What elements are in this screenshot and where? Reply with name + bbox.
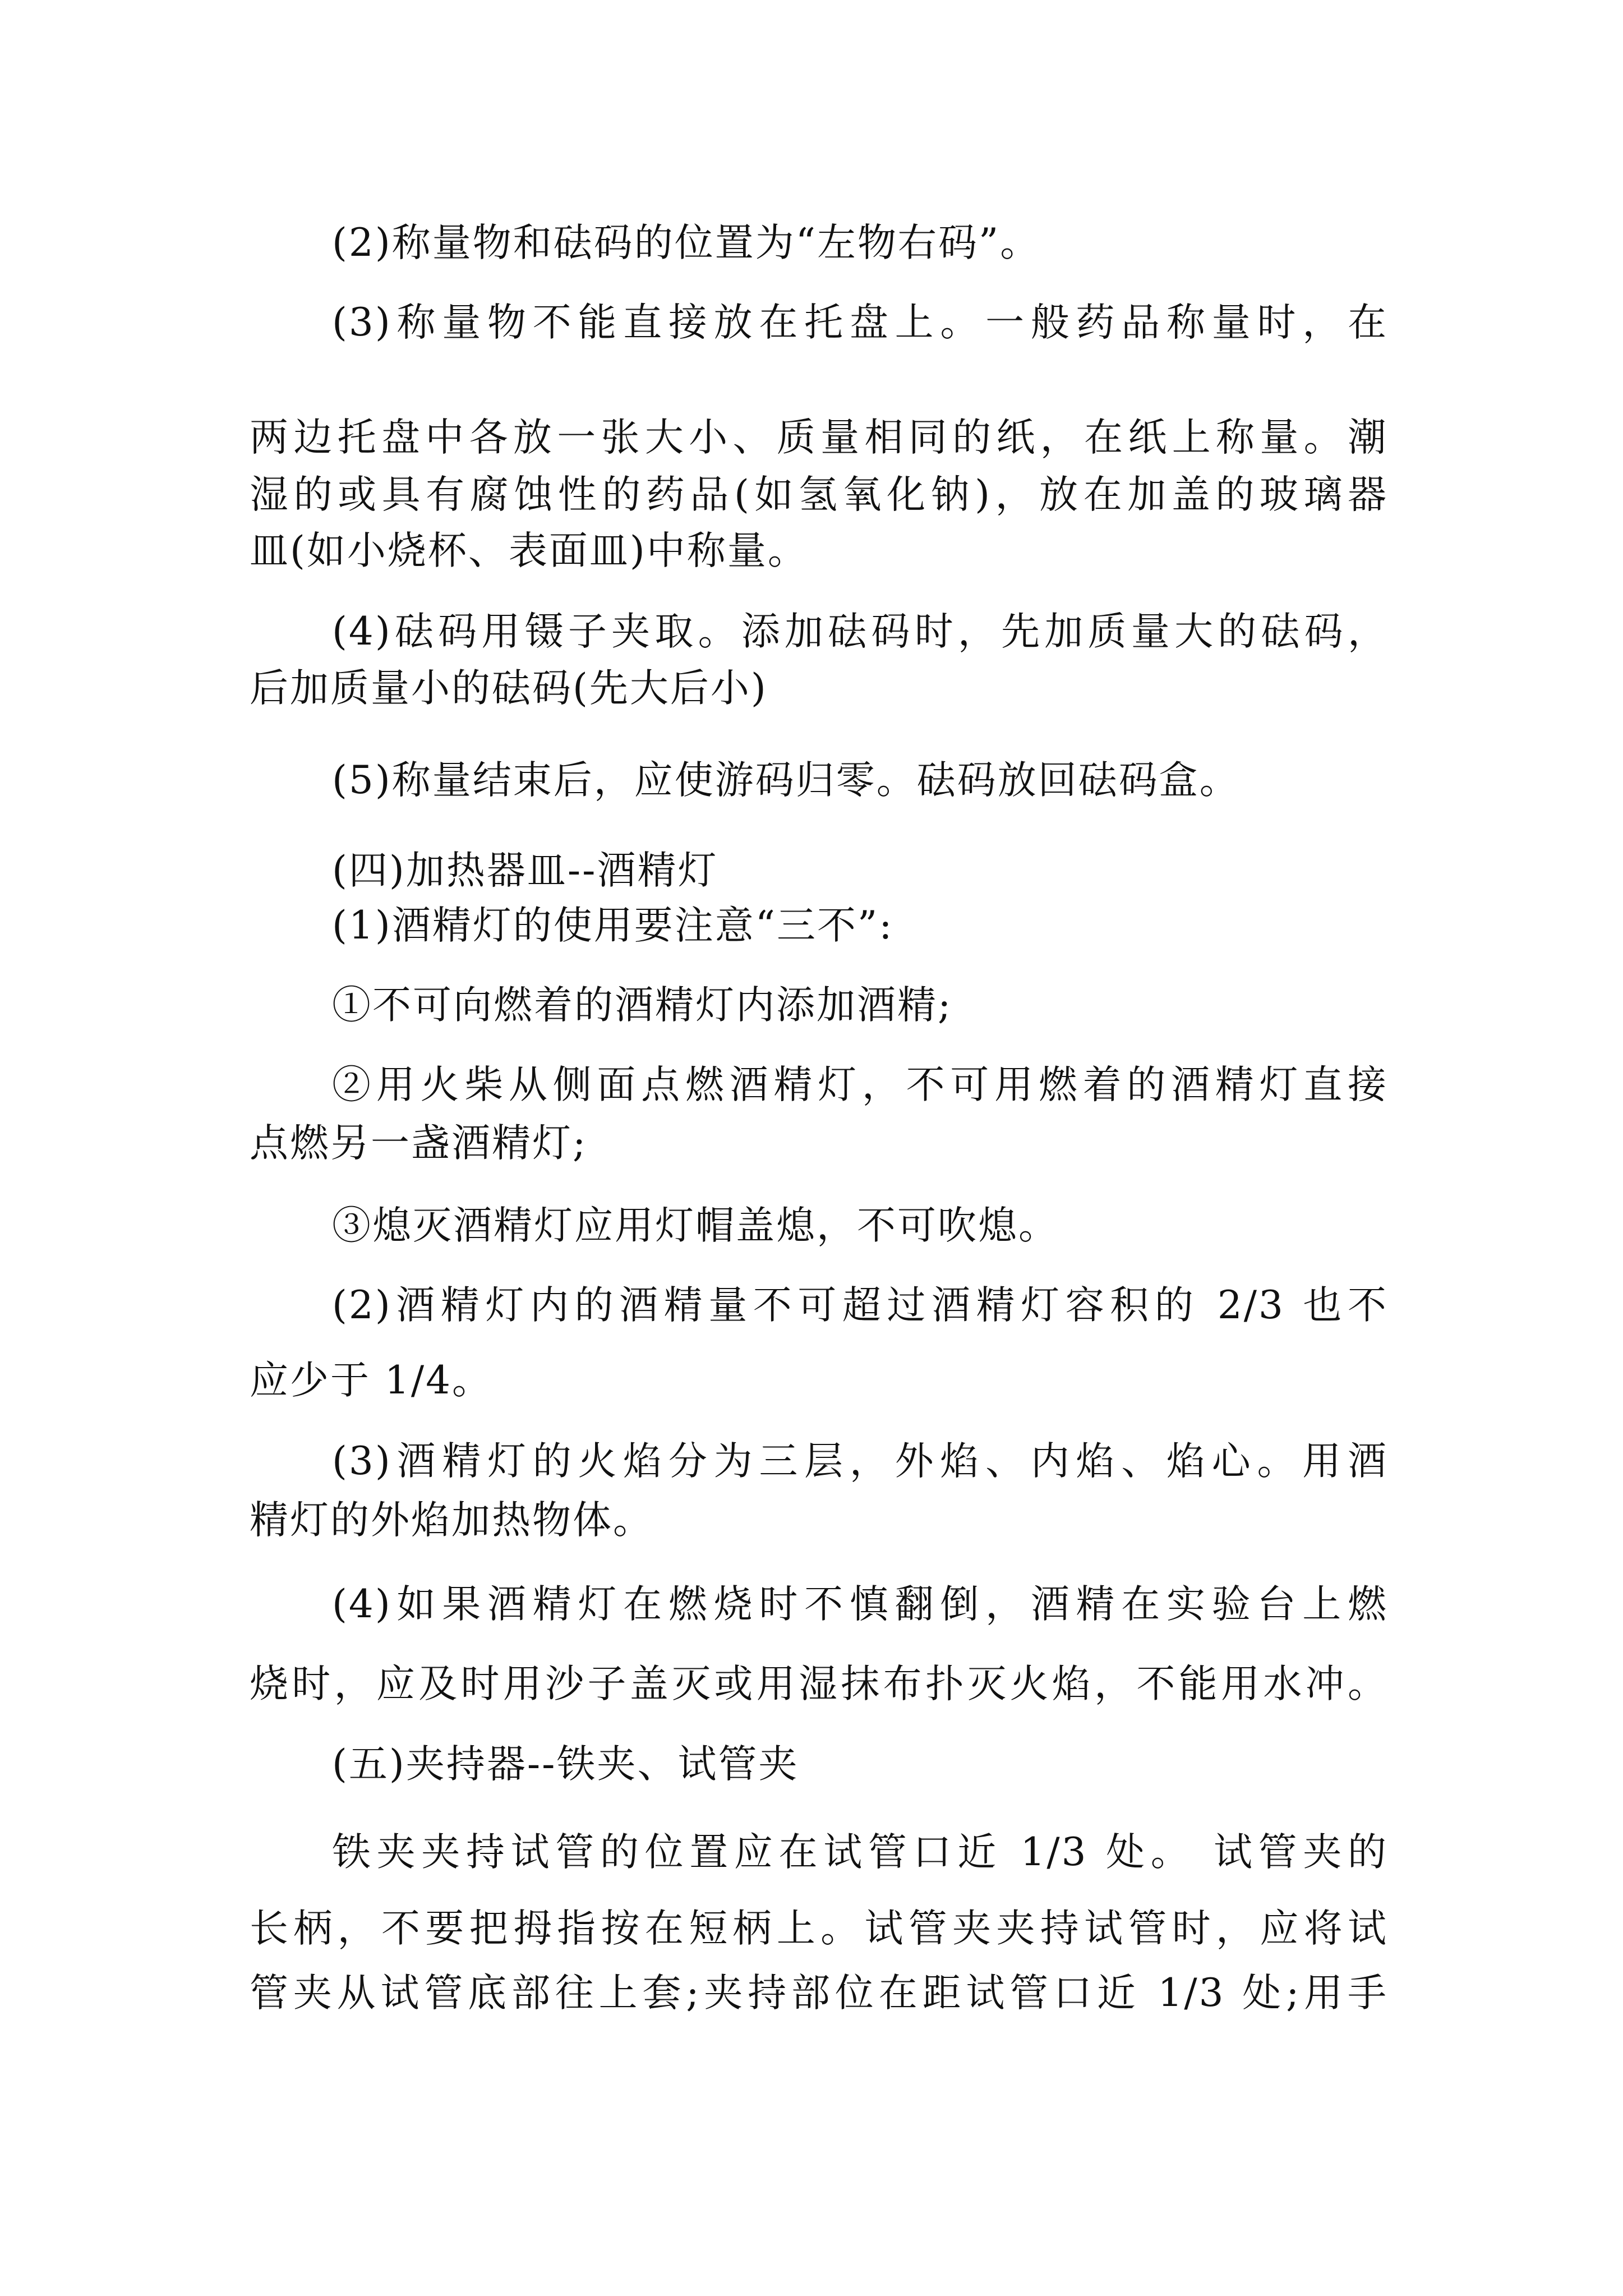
text-line: 烧时，应及时用沙子盖灭或用湿抹布扑灭火焰，不能用水冲。 [250, 1662, 1388, 1706]
text-line: 湿的或具有腐蚀性的药品(如氢氧化钠)，放在加盖的玻璃器 [250, 472, 1388, 517]
text-line: 后加质量小的砝码(先大后小) [250, 666, 768, 711]
section-heading: (五)夹持器--铁夹、试管夹 [332, 1742, 799, 1787]
text-line: (3)酒精灯的火焰分为三层，外焰、内焰、焰心。用酒 [332, 1439, 1388, 1484]
text-line: (4)如果酒精灯在燃烧时不慎翻倒，酒精在实验台上燃 [332, 1582, 1388, 1627]
text-line: 应少于 1/4。 [250, 1358, 492, 1403]
text-line: (4)砝码用镊子夹取。添加砝码时，先加质量大的砝码， [332, 609, 1388, 654]
section-heading: (四)加热器皿--酒精灯 [332, 848, 718, 893]
text-line: ②用火柴从侧面点燃酒精灯，不可用燃着的酒精灯直接 [332, 1062, 1388, 1107]
text-line: 两边托盘中各放一张大小、质量相同的纸，在纸上称量。潮 [250, 415, 1388, 460]
text-line: ①不可向燃着的酒精灯内添加酒精; [332, 983, 953, 1028]
text-line: (5)称量结束后，应使游码归零。砝码放回砝码盒。 [332, 758, 1240, 803]
text-line: (2)称量物和砝码的位置为“左物右码”。 [332, 220, 1041, 265]
text-line: (3)称量物不能直接放在托盘上。一般药品称量时，在 [332, 300, 1388, 345]
text-line: 管夹从试管底部往上套;夹持部位在距试管口近 1/3 处;用手 [250, 1971, 1388, 2016]
text-line: 皿(如小烧杯、表面皿)中称量。 [250, 528, 808, 573]
text-line: 长柄，不要把拇指按在短柄上。试管夹夹持试管时，应将试 [250, 1906, 1388, 1951]
text-line: (2)酒精灯内的酒精量不可超过酒精灯容积的 2/3 也不 [332, 1283, 1388, 1328]
text-line: 铁夹夹持试管的位置应在试管口近 1/3 处。 试管夹的 [332, 1830, 1388, 1875]
text-line: 点燃另一盏酒精灯; [250, 1121, 588, 1166]
text-line: (1)酒精灯的使用要注意“三不”: [332, 903, 894, 948]
text-line: 精灯的外焰加热物体。 [250, 1498, 653, 1543]
text-line: ③熄灭酒精灯应用灯帽盖熄，不可吹熄。 [332, 1203, 1059, 1248]
